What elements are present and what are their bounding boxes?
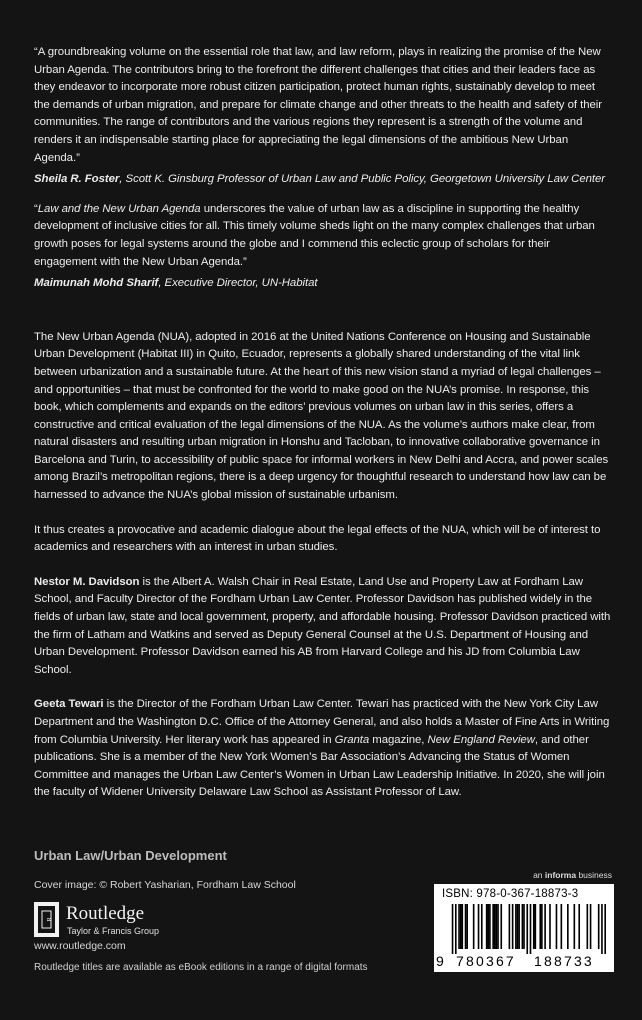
book-title-italic: Law and the New Urban Agenda [37,202,201,215]
barcode-bar [541,904,543,949]
barcode-bar [473,904,475,949]
barcode-bar [587,904,589,949]
cover-image-credit: Cover image: © Robert Yasharian, Fordham Law School [34,879,296,891]
routledge-mark-icon [34,902,59,937]
barcode-bar [544,904,546,949]
endorser-name-1: Sheila R. Foster [34,173,120,186]
barcode-bar [481,904,483,949]
barcode-bar [509,904,511,949]
publisher-website[interactable]: www.routledge.com [34,940,126,952]
endorsement-attribution-2 [34,275,612,293]
barcode-bar [458,904,460,949]
ebook-note: Routledge titles are available as eBook editions in a range of digital formats [34,962,368,973]
barcode-bar [461,904,463,949]
isbn-barcode: ISBN: 978-0-367-18873-3 9 780367 188733 [434,884,614,972]
barcode-bar [556,904,558,949]
barcode-bar [578,904,580,949]
endorsement-attribution-1 [34,171,612,189]
barcode-bar [494,904,496,949]
bio-tewari-name: Geeta Tewari [34,698,104,711]
endorsement-quote-1: “A groundbreaking volume on the essential role that law, and law reform, plays in realizing the promise of the New Urban Agenda. The contributors bring to the forefront the different challenges that cities and their leaders face as they endeavor to incorporate more robust citizen participation, protect human rights, sustainably develop to meet the demands of urban migration, and prepare for climate change and other threats to the health and safety of their communities. The range of contributors and the various regions they represent is a strength of the volume and renders it an indispensable starting place for appreciating the legal dimensions of the ambitious New Urban Agenda.” [34,46,602,164]
svg-text:R: R [46,917,53,922]
endorser-name-2: Maimunah Mohd Sharif [34,277,159,290]
barcode-bar [452,904,454,954]
barcode-bar [515,904,517,949]
barcode-bar [604,904,606,954]
bio-davidson-name: Nestor M. Davidson [34,575,140,588]
publisher-group: Taylor & Francis Group [67,926,160,936]
barcode-bar [518,904,520,949]
barcode-bar [478,904,480,949]
barcode-bar [601,904,603,954]
description-paragraph-1: The New Urban Agenda (NUA), adopted in 2016 at the United Nations Conference on Housing and Sustainable Urban Development (Habitat III) in Quito, Ecuador, represents a globally shared understanding of the vital link between urbanization and a sustainable future. At the heart of this new vision stand a myriad of legal challenges – and opportunities – that must be confronted for the world to make good on the NUA’s promise. In response, this book, which complements and expands on the editors’ previous volumes on urban law in this series, offers a constructive and critical evaluation of the legal dimensions of the NUA. As the volume’s authors make clear, from natural disasters and resulting urban migration in Honshu and Tacloban, to innovative collaborative governance in Barcelona and Turin, to accessibility of public space for informal workers in New Delhi and Accra, and power scales among Brazil’s metropolitan regions, there is a deep urgency for thoughtful research to understand how law can be harnessed to advance the NUA’s global mission of sustainable urbanism. [34,330,609,502]
barcode-bar [496,904,498,949]
barcode-bar [492,904,494,949]
endorsement-quote-2: “Law and the New Urban Agenda underscores the value of urban law as a discipline in supporting the healthy development of inclusive cities for all. This timely volume sheds light on the many complex challenges that urban growth poses for legal systems around the globe and I commend this eclectic group of scholars for their engagement with the New Urban Agenda.” [34,202,595,268]
barcode-bar [489,904,491,949]
barcode-bar [590,904,592,949]
description-paragraph-2: It thus creates a provocative and academic dialogue about the legal effects of the NUA, which will be of interest to academics and researchers with an interest in urban studies. [34,523,601,554]
barcode-bar [522,904,524,949]
routledge-logo [34,902,234,938]
bio-davidson: Nestor M. Davidson is the Albert A. Walsh Chair in Real Estate, Land Use and Property Law at Fordham Law School, and Faculty Director of the Fordham Urban Law Center. Professor Davidson has published widely in the fields of urban law, state and local government, property, and affordable housing. Professor Davidson practiced with the firm of Latham and Watkins and served as Deputy General Counsel at the U.S. Department of Housing and Urban Development. Professor Davidson earned his AB from Harvard College and his JD from Columbia Law School. [34,575,611,676]
barcode-bar [465,904,467,949]
barcode-bars [442,904,606,954]
endorser-role-2: , Executive Director, UN-Habitat [158,277,318,290]
barcode-bar [561,904,563,949]
bio-tewari: Geeta Tewari is the Director of the Fordham Urban Law Center. Tewari has practiced with the New York City Law Department and the Washington D.C. Office of the Attorney General, and also holds a Master of Fine Arts in Writing from Columbia University. Her literary work has appeared in Granta magazine, New England Review, and other publications. She is a member of the New York Women’s Bar Association’s Advancing the Status of Women Committee and manages the Urban Law Center’s Women in Urban Law Leadership Initiative. In 2020, she will join the faculty of Widener University Delaware Law School as Assistant Professor of Law. [34,698,610,799]
barcode-bar [512,904,514,949]
barcode-bar [535,904,537,949]
barcode-bar [567,904,569,949]
isbn-text: ISBN: 978-0-367-18873-3 [442,888,579,900]
barcode-bar [539,904,541,949]
informa-business-note: an informa business [533,870,612,880]
barcode-bar [497,904,499,949]
barcode-bar [530,904,532,954]
barcode-bar [500,904,502,949]
barcode-bar [549,904,551,949]
barcode-bar [460,904,462,949]
barcode-bar [466,904,468,949]
barcode-bar [455,904,457,954]
barcode-bar [486,904,488,949]
barcode-bar [574,904,576,949]
barcode-bar [526,904,528,954]
barcode-bar [517,904,519,949]
text-column [34,44,612,819]
barcode-bar [598,904,600,949]
publisher-name: Routledge [66,903,145,924]
barcode-bar [523,904,525,949]
subject-category: Urban Law/Urban Development [34,848,227,863]
endorser-role-1: , Scott K. Ginsburg Professor of Urban Law and Public Policy, Georgetown University Law Center [119,173,606,186]
barcode-bar [533,904,535,949]
barcode-bar [487,904,489,949]
